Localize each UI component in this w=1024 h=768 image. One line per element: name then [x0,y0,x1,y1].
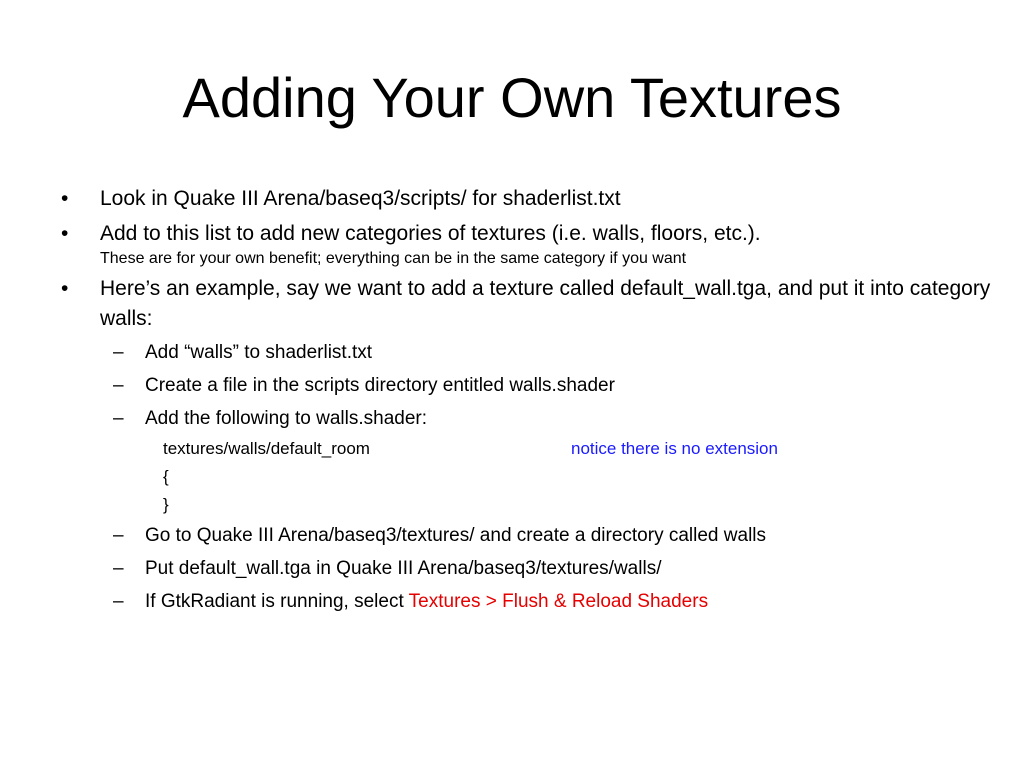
bullet-subtext: These are for your own benefit; everything can be in the same category if you want [100,250,687,267]
bullet-text: Add to this list to add new categories of textures (i.e. walls, floors, etc.). [100,222,761,245]
dash-glyph: – [113,342,124,363]
sub-bullet-item [58,405,998,433]
dash-glyph: – [113,375,124,396]
dash-glyph: – [113,558,124,579]
code-text: textures/walls/default_room [163,439,370,458]
dash-glyph: – [113,408,124,429]
bullet-item [58,274,998,334]
sub-bullet-text: Add “walls” to shaderlist.txt [145,342,373,363]
menu-path-highlight: Textures > Flush & Reload Shaders [408,591,709,612]
sub-bullet-text: Add the following to walls.shader: [145,408,427,429]
code-line [58,466,998,488]
slide-title: Adding Your Own Textures [182,66,842,129]
sub-bullet-item [58,522,998,550]
sub-bullet-text: Create a file in the scripts directory entitled walls.shader [145,375,615,396]
bullet-glyph: • [61,222,69,245]
dash-glyph: – [113,525,124,546]
bullet-item [58,184,998,214]
sub-bullet-text: Put default_wall.tga in Quake III Arena/baseq3/textures/walls/ [145,558,662,579]
code-text: } [163,495,169,514]
code-line [58,494,998,516]
sub-bullet-item [58,339,998,367]
sub-bullet-text: If GtkRadiant is running, select [145,591,409,612]
bullet-text: Look in Quake III Arena/baseq3/scripts/ for shaderlist.txt [100,187,621,210]
sub-bullet-item [58,588,998,616]
code-text: { [163,467,169,486]
sub-bullet-text: Go to Quake III Arena/baseq3/textures/ and create a directory called walls [145,525,767,546]
bullet-item [58,219,998,269]
bullet-text: Here’s an example, say we want to add a texture called default_wall.tga, and put it into category walls: [100,277,991,330]
sub-bullet-item [58,555,998,583]
bullet-glyph: • [61,277,69,300]
code-note: notice there is no extension [571,439,778,458]
code-line [58,438,998,460]
slide-content [58,184,998,621]
dash-glyph: – [113,591,124,612]
bullet-glyph: • [61,187,69,210]
sub-bullet-item [58,372,998,400]
